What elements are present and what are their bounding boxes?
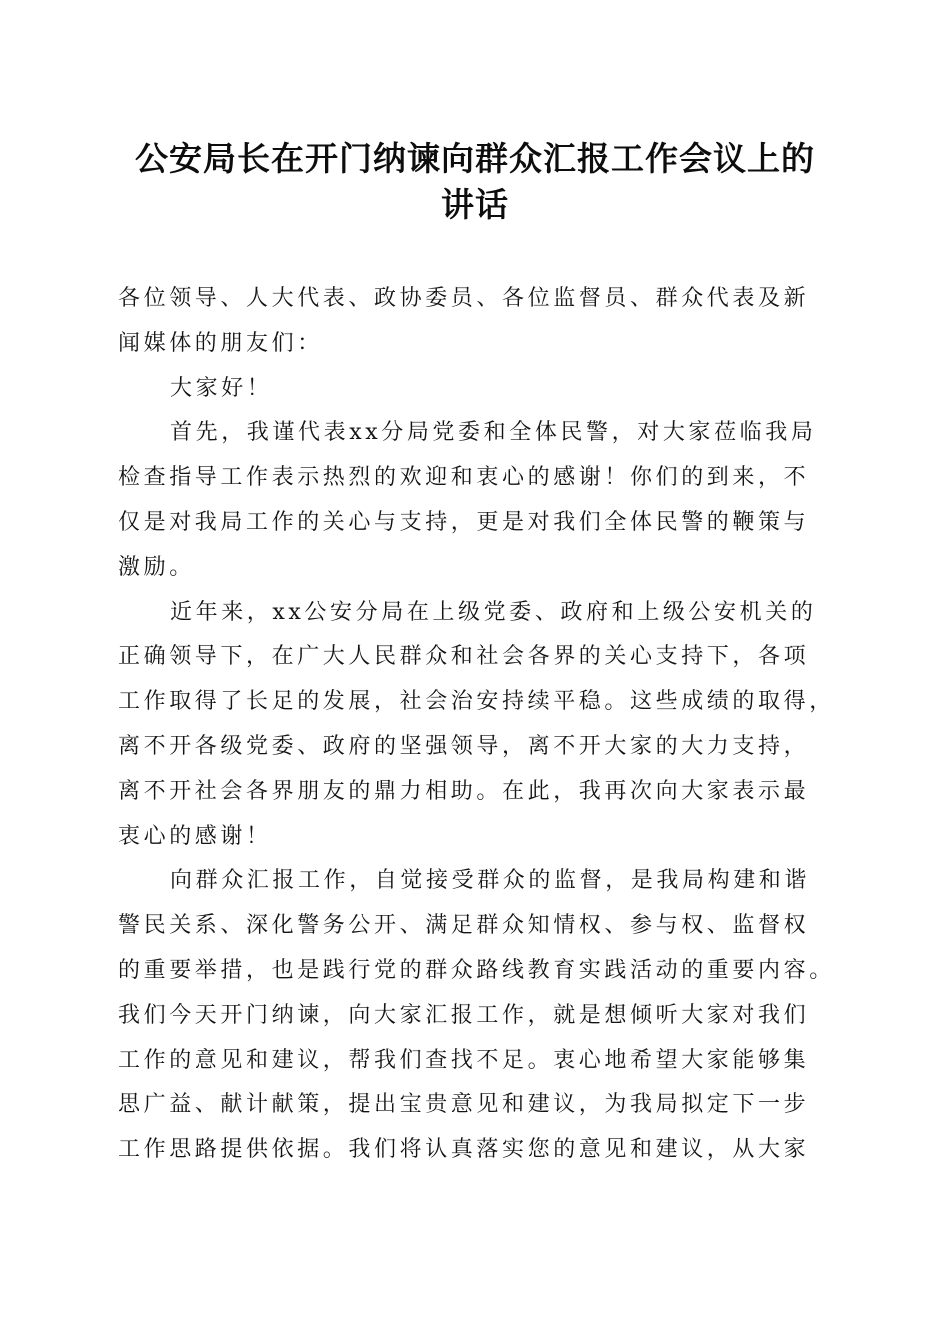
- body-line: 正确领导下，在广大人民群众和社会各界的关心支持下，各项: [118, 644, 810, 670]
- title-line: 公安局长在开门纳谏向群众汇报工作会议上的: [135, 139, 815, 178]
- body-line: 仅是对我局工作的关心与支持，更是对我们全体民警的鞭策与: [118, 509, 810, 535]
- body-line: 检查指导工作表示热烈的欢迎和衷心的感谢！你们的到来，不: [118, 465, 810, 491]
- document-body: [118, 277, 838, 1173]
- body-line: 首先，我谨代表xx分局党委和全体民警，对大家莅临我局: [170, 420, 817, 446]
- body-line: 思广益、献计献策，提出宝贵意见和建议，为我局拟定下一步: [118, 1092, 810, 1118]
- document-title: [110, 136, 840, 228]
- body-line: 近年来，xx公安分局在上级党委、政府和上级公安机关的: [170, 599, 817, 625]
- body-line: 各位领导、人大代表、政协委员、各位监督员、群众代表及新: [118, 286, 810, 311]
- body-line: 激励。: [118, 554, 195, 580]
- body-line: 我们今天开门纳谏，向大家汇报工作，就是想倾听大家对我们: [118, 1002, 810, 1028]
- body-line: 工作的意见和建议，帮我们查找不足。衷心地希望大家能够集: [118, 1047, 810, 1073]
- body-line: 离不开社会各界朋友的鼎力相助。在此，我再次向大家表示最: [118, 778, 810, 804]
- body-line: 离不开各级党委、政府的坚强领导，离不开大家的大力支持，: [118, 733, 810, 759]
- body-line: 工作思路提供依据。我们将认真落实您的意见和建议，从大家: [118, 1137, 810, 1163]
- body-line: 警民关系、深化警务公开、满足群众知情权、参与权、监督权: [118, 913, 810, 939]
- body-line: 的重要举措，也是践行党的群众路线教育实践活动的重要内容。: [118, 957, 835, 983]
- body-line: 衷心的感谢！: [118, 823, 272, 849]
- body-line: 工作取得了长足的发展，社会治安持续平稳。这些成绩的取得，: [118, 689, 835, 715]
- title-line: 讲话: [441, 185, 509, 224]
- body-line: 向群众汇报工作，自觉接受群众的监督，是我局构建和谐: [170, 868, 811, 894]
- body-line: 闻媒体的朋友们：: [118, 330, 323, 356]
- body-line: 大家好！: [170, 375, 273, 401]
